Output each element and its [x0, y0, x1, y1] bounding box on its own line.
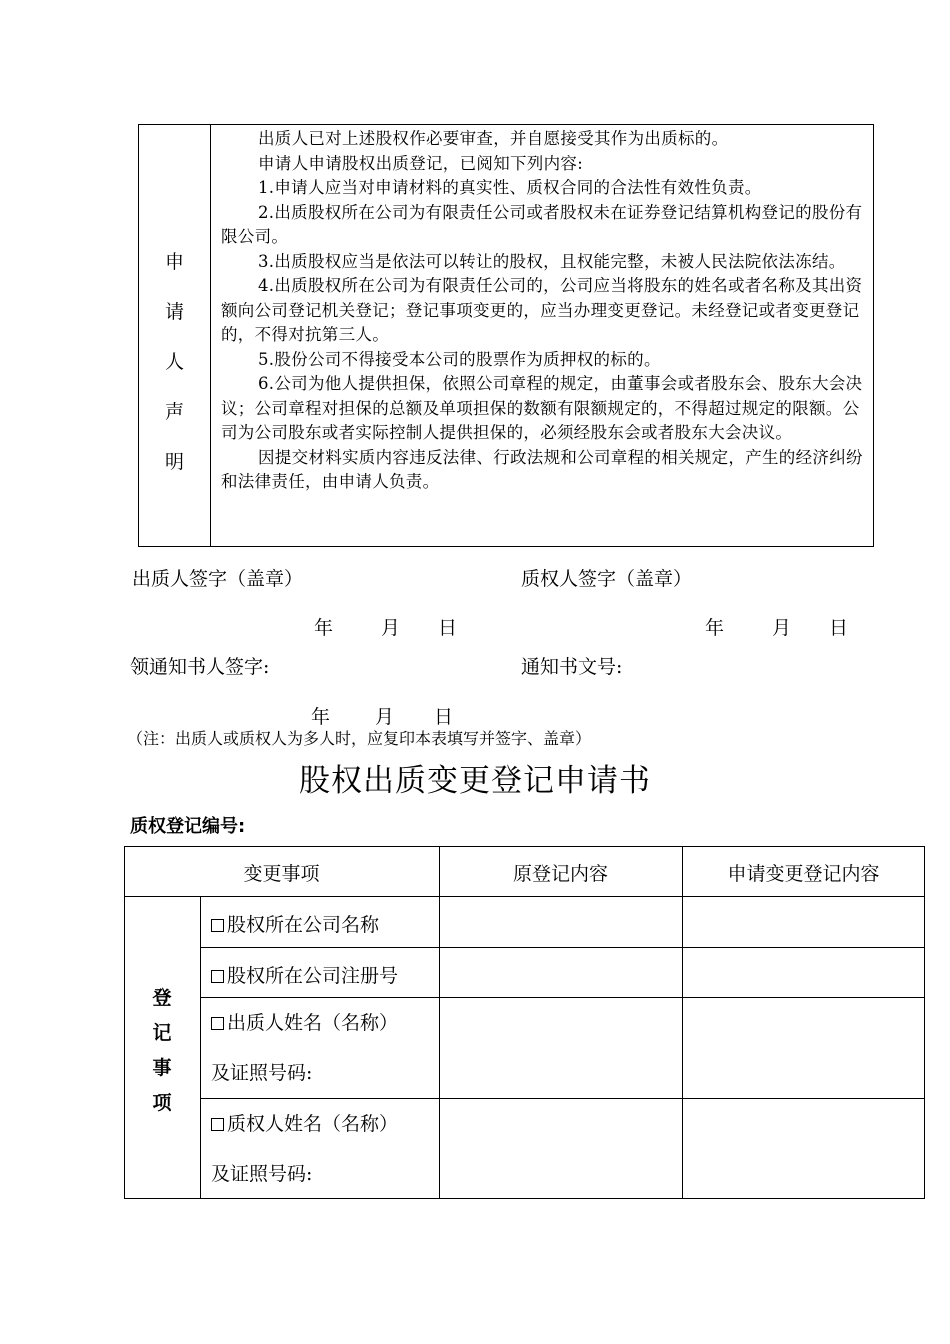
month-label: 月 [381, 617, 401, 639]
declaration-paragraph: 因提交材料实质内容违反法律、行政法规和公司章程的相关规定，产生的经济纠纷和法律责任，由申请人负责。 [221, 447, 863, 491]
checkbox[interactable] [211, 970, 224, 983]
registration-items-label [124, 981, 200, 1121]
column-divider [210, 125, 211, 546]
checkbox[interactable] [211, 1017, 224, 1030]
change-item-sublabel: 及证照号码: [211, 1163, 313, 1185]
change-items-table [124, 846, 925, 1199]
change-item-pledgee [211, 1099, 398, 1199]
header-change-items: 变更事项 [243, 863, 320, 885]
form-title: 股权出质变更登记申请书 [299, 763, 651, 799]
day-label: 日 [438, 617, 458, 639]
checkbox[interactable] [211, 919, 224, 932]
year-label: 年 [705, 617, 725, 639]
column-divider [439, 846, 440, 1199]
declaration-paragraph: 4.出质股权所在公司为有限责任公司的，公司应当将股东的姓名或者名称及其出资额向公司登记机关登记；登记事项变更的，应当办理变更登记。未经登记或者变更登记的，不得对抗第三人。 [221, 276, 863, 344]
checkbox[interactable] [211, 1118, 224, 1131]
side-label-char: 明 [164, 451, 184, 473]
change-item-company-name [211, 910, 379, 937]
year-label: 年 [311, 706, 331, 728]
group-label-char: 登 [152, 987, 172, 1009]
declaration-paragraph: 1.申请人应当对申请材料的真实性、质权合同的合法性有效性负责。 [258, 178, 762, 197]
header-original-content: 原登记内容 [512, 863, 608, 885]
change-item-label: 出质人姓名（名称） [227, 1012, 399, 1034]
declaration-paragraph: 6.公司为他人提供担保，依照公司章程的规定，由董事会或者股东会、股东大会决议；公司章程对担保的总额及单项担保的数额有限额规定的，不得超过规定的限额。公司为公司股东或者实际控制人提供担保的，必须经股东会或者股东大会决议。 [221, 374, 863, 442]
declaration-paragraph: 5.股份公司不得接受本公司的股票作为质押权的标的。 [258, 349, 661, 369]
month-label: 月 [375, 706, 395, 728]
declaration-paragraph: 2.出质股权所在公司为有限责任公司或者股权未在证券登记结算机构登记的股份有限公司。 [221, 202, 863, 246]
table-border [124, 846, 925, 847]
header-divider [124, 896, 925, 897]
change-item-pledgor [211, 998, 398, 1098]
notice-receiver-signature-label: 领通知书人签字: [130, 656, 270, 678]
change-item-sublabel: 及证照号码: [211, 1062, 313, 1084]
notice-number-label: 通知书文号: [521, 656, 623, 678]
side-label-char: 人 [164, 351, 184, 373]
registration-number-label: 质权登记编号: [130, 816, 246, 837]
change-item-label: 股权所在公司注册号 [227, 965, 399, 987]
declaration-paragraph: 申请人申请股权出质登记，已阅知下列内容: [258, 153, 584, 173]
declaration-paragraph: 3.出质股权应当是依法可以转让的股权，且权能完整，未被人民法院依法冻结。 [258, 251, 846, 271]
header-requested-content: 申请变更登记内容 [727, 863, 880, 885]
side-label-char: 声 [164, 401, 184, 423]
side-label-char: 请 [164, 301, 184, 323]
day-label: 日 [434, 706, 454, 728]
pledgee-signature-label: 质权人签字（盖章） [521, 568, 693, 590]
multi-party-note: （注：出质人或质权人为多人时，应复印本表填写并签字、盖章） [127, 729, 592, 748]
change-item-label: 质权人姓名（名称） [227, 1113, 399, 1135]
change-item-label: 股权所在公司名称 [227, 914, 380, 936]
change-item-company-reg-no [211, 961, 398, 988]
receiver-date [311, 702, 453, 729]
applicant-declaration-table [138, 124, 874, 547]
declaration-paragraph: 出质人已对上述股权作必要审查，并自愿接受其作为出质标的。 [258, 129, 729, 148]
side-label-char: 申 [164, 251, 184, 273]
pledgor-date [314, 613, 457, 640]
pledgor-signature-label: 出质人签字（盖章） [132, 568, 304, 590]
month-label: 月 [772, 617, 792, 639]
row-divider [200, 947, 925, 948]
declaration-side-label [139, 237, 210, 487]
group-label-char: 记 [152, 1022, 172, 1044]
year-label: 年 [314, 617, 334, 639]
declaration-text [221, 127, 865, 495]
table-border [924, 846, 925, 1199]
day-label: 日 [829, 617, 849, 639]
group-label-char: 事 [152, 1057, 172, 1079]
pledgee-date [705, 613, 848, 640]
group-label-char: 项 [152, 1092, 172, 1114]
column-divider [682, 846, 683, 1199]
column-divider [200, 896, 201, 1199]
